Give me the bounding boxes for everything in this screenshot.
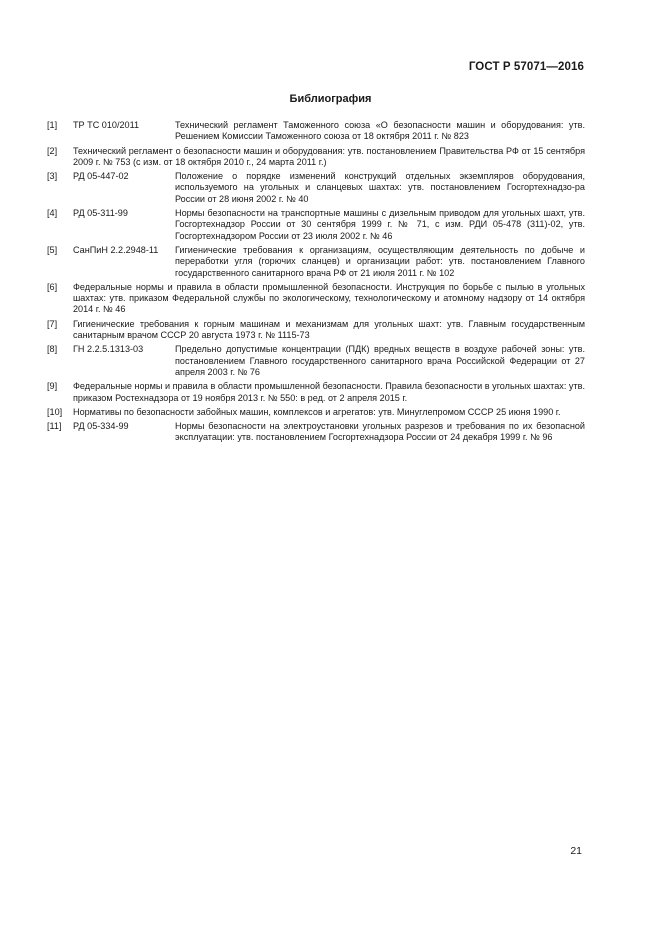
bib-entry-text: Предельно допустимые концентрации (ПДК) вредных веществ в воздухе рабочей зоны: утв. постановлением Главного государственного санитарного врача Российской Федерации от 27 апреля 2003 г. № 76 (175, 344, 585, 377)
page-number: 21 (570, 845, 582, 857)
bib-entry-number: [8] (47, 344, 58, 355)
bib-entry-number: [5] (47, 244, 58, 255)
bib-entry-number: [4] (47, 208, 58, 219)
bib-entry-text: Нормы безопасности на транспортные машины с дизельным приводом для угольных шахт, утв. Госгортехнадзор России от 30 сентября 1999 г. № 71, с изм. РДИ 05-478 (311)-02, утв. Госгортехнадзором России от 23 июля 2002 г. № 46 (175, 208, 585, 241)
bib-entry-11 (47, 421, 585, 444)
bib-entry-number: [6] (47, 281, 58, 292)
bib-entry-number: [7] (47, 318, 58, 329)
bib-entry-number: [9] (47, 381, 58, 392)
bib-entry-5 (47, 245, 585, 279)
bib-entry-3 (47, 171, 585, 205)
bibliography-list (47, 120, 585, 447)
bib-entry-text: Федеральные нормы и правила в области промышленной безопасности. Инструкция по борьбе с пылью в угольных шахтах: утв. приказом Федеральной службы по экологическому, технологическому и атомному надзору от 14 октября 2014 г. № 46 (73, 281, 585, 315)
bib-entry-code: РД 05-447-02 (73, 171, 129, 182)
bib-entry-number: [1] (47, 120, 58, 130)
bib-entry-text: Гигиенические требования к организациям, осуществляющим деятельность по добыче и переработки угля (горючих сланцев) и организации работ: утв. постановлением Главного государственного санитарного врача РФ от 21 июля 2011 г. № 102 (175, 244, 585, 278)
bib-entry-7 (47, 319, 585, 342)
bib-entry-text: Нормативы по безопасности забойных машин, комплексов и агрегатов: утв. Минуглепромом СССР 25 июня 1990 г. (73, 406, 561, 417)
standard-designation: ГОСТ Р 57071—2016 (468, 61, 584, 73)
bib-entry-code: РД 05-334-99 (73, 421, 129, 432)
bib-entry-code: СанПиН 2.2.2948-11 (73, 244, 159, 255)
bib-entry-number: [10] (47, 406, 63, 417)
bib-entry-number: [2] (47, 145, 58, 156)
bib-entry-text: Федеральные нормы и правила в области промышленной безопасности. Правила безопасности в угольных шахтах: утв. приказом Ростехнадзора от 19 ноября 2013 г. № 550: в ред. от 2 апреля 2015 г. (73, 381, 585, 403)
bib-entry-text: Нормы безопасности на электроустановки угольных разрезов и требования по их безопасной эксплуатации: утв. постановлением Госгортехнадзора России от 24 декабря 1999 г. № 96 (175, 421, 585, 443)
bib-entry-text: Технический регламент Таможенного союза «О безопасности машин и оборудования: утв. Решением Комиссии Таможенного союза от 18 октября 2011 г. № 823 (175, 120, 585, 142)
bib-entry-code: ГН 2.2.5.1313-03 (73, 344, 144, 355)
bib-entry-number: [11] (47, 421, 62, 432)
bib-entry-6 (47, 282, 585, 316)
bib-entry-4 (47, 208, 585, 242)
bib-entry-8 (47, 344, 585, 378)
bib-entry-10 (47, 407, 585, 418)
bib-entry-text: Технический регламент о безопасности машин и оборудования: утв. постановлением Правительства РФ от 15 сентября 2009 г. № 753 (с изм. от 18 октября 2010 г., 24 марта 2011 г.) (73, 145, 585, 167)
bib-entry-code: ТР ТС 010/2011 (73, 120, 140, 130)
bib-entry-1 (47, 120, 585, 143)
bib-entry-9 (47, 381, 585, 404)
bib-entry-code: РД 05-311-99 (73, 208, 128, 219)
bib-entry-number: [3] (47, 171, 58, 182)
bib-entry-2 (47, 146, 585, 169)
bibliography-title: Библиография (289, 93, 372, 105)
bib-entry-text: Гигиенические требования к горным машинам и механизмам для угольных шахт: утв. Главным государственным санитарным врачом СССР 20 августа 1973 г. № 1115-73 (73, 318, 585, 341)
bib-entry-text: Положение о порядке изменений конструкций отдельных экземпляров оборудования, используемого на угольных и сланцевых шахтах: утв. постановлением Госгортехнадзо-ра России от 28 июня 2002 г. № 40 (175, 171, 585, 204)
